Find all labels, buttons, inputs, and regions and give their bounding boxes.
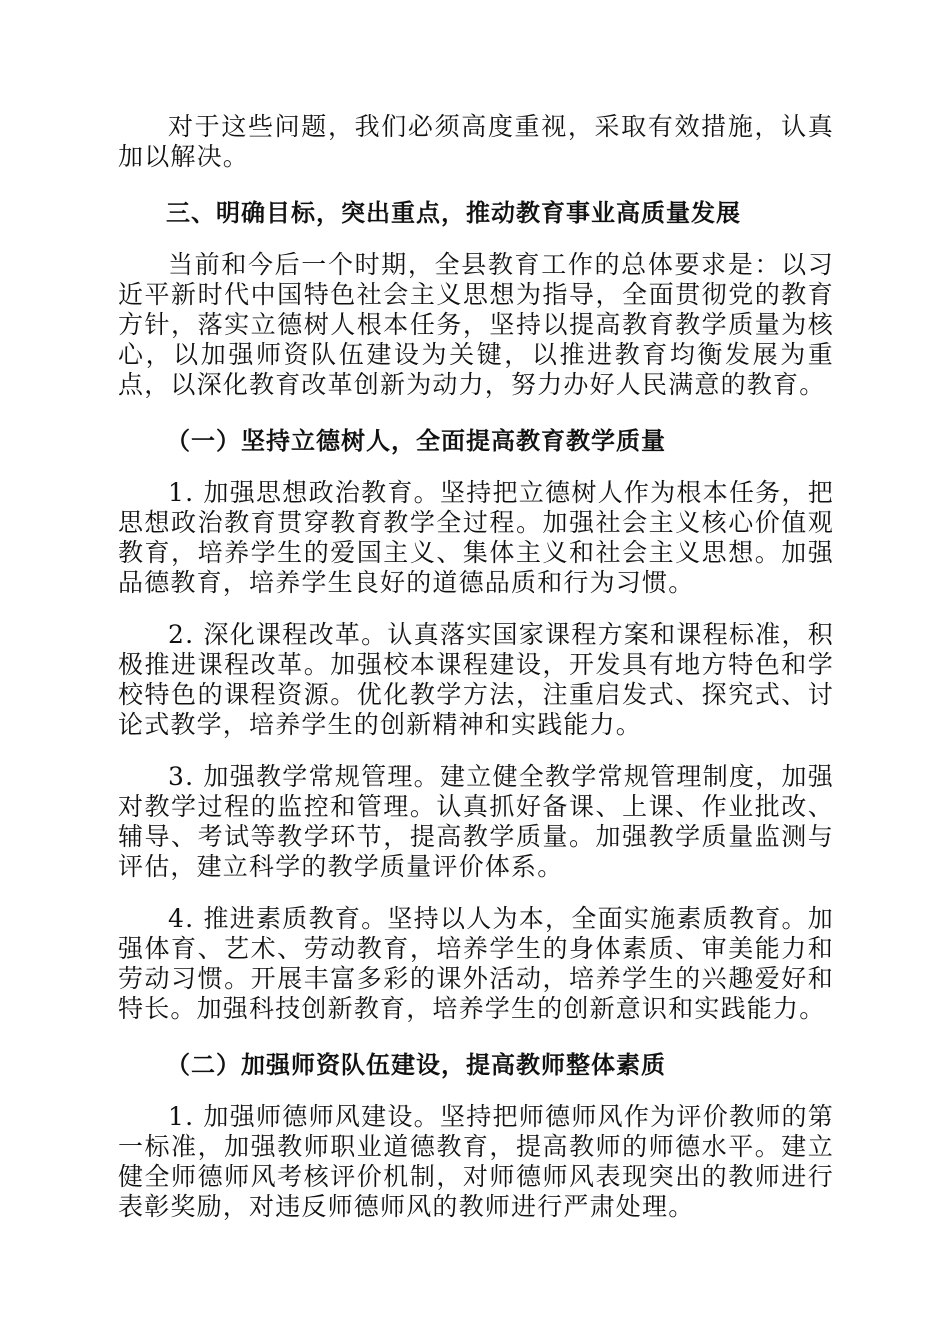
subsection-heading-2: （二）加强师资队伍建设，提高教师整体素质 — [166, 1051, 666, 1079]
document-page — [118, 112, 834, 1222]
paragraph-conclusion: 对于这些问题，我们必须高度重视，采取有效措施，认真加以解决。 — [118, 112, 834, 171]
paragraph-overall-requirements: 当前和今后一个时期，全县教育工作的总体要求是：以习近平新时代中国特色社会主义思想为指导，全面贯彻党的教育方针，落实立德树人根本任务，坚持以提高教育教学质量为核心，以加强师资队伍建设为关键，以推进教育均衡发展为重点，以深化教育改革创新为动力，努力办好人民满意的教育。 — [118, 250, 834, 399]
paragraph-item-4: 4. 推进素质教育。坚持以人为本，全面实施素质教育。加强体育、艺术、劳动教育，培养学生的身体素质、审美能力和劳动习惯。开展丰富多彩的课外活动，培养学生的兴趣爱好和特长。加强科技创新教育，培养学生的创新意识和实践能力。 — [118, 904, 834, 1023]
paragraph-item-3: 3. 加强教学常规管理。建立健全教学常规管理制度，加强对教学过程的监控和管理。认真抓好备课、上课、作业批改、辅导、考试等教学环节，提高教学质量。加强教学质量监测与评估，建立科学的教学质量评价体系。 — [118, 762, 834, 881]
paragraph-item-1: 1. 加强思想政治教育。坚持把立德树人作为根本任务，把思想政治教育贯穿教育教学全过程。加强社会主义核心价值观教育，培养学生的爱国主义、集体主义和社会主义思想。加强品德教育，培养学生良好的道德品质和行为习惯。 — [118, 478, 834, 597]
paragraph-teacher-ethics: 1. 加强师德师风建设。坚持把师德师风作为评价教师的第一标准，加强教师职业道德教育，提高教师的师德水平。建立健全师德师风考核评价机制，对师德师风表现突出的教师进行表彰奖励，对违反师德师风的教师进行严肃处理。 — [118, 1102, 834, 1221]
section-heading-3: 三、明确目标，突出重点，推动教育事业高质量发展 — [166, 199, 741, 227]
paragraph-item-2: 2. 深化课程改革。认真落实国家课程方案和课程标准，积极推进课程改革。加强校本课程建设，开发具有地方特色和学校特色的课程资源。优化教学方法，注重启发式、探究式、讨论式教学，培养学生的创新精神和实践能力。 — [118, 620, 834, 739]
subsection-heading-1: （一）坚持立德树人，全面提高教育教学质量 — [166, 427, 666, 455]
